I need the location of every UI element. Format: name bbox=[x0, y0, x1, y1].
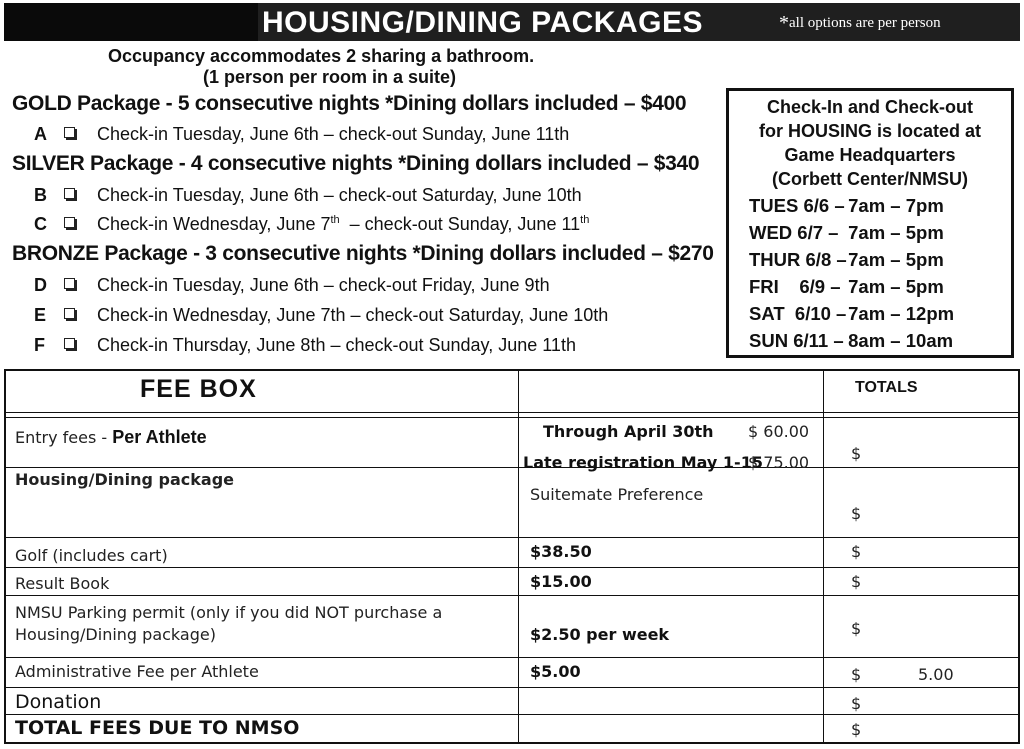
row-divider bbox=[6, 687, 1018, 688]
option-b[interactable] bbox=[34, 185, 582, 206]
donation-label: Donation bbox=[15, 691, 102, 713]
schedule-row: WED 6/7 – 7am – 5pm bbox=[749, 222, 944, 243]
option-text: Check-in Wednesday, June 7 bbox=[97, 214, 331, 234]
donation-total[interactable]: $ bbox=[851, 694, 862, 713]
total-fees-label: TOTAL FEES DUE TO NMSO bbox=[15, 717, 300, 739]
header-bar bbox=[4, 3, 1020, 41]
late-registration-label: Late registration May 1-15 bbox=[523, 453, 763, 472]
option-letter: C bbox=[34, 214, 47, 234]
occupancy-line-2: (1 person per room in a suite) bbox=[203, 67, 457, 87]
fee-box-table bbox=[4, 369, 1020, 744]
parking-label-line-1: NMSU Parking permit (only if you did NOT purchase a bbox=[15, 603, 443, 622]
golf-price: $38.50 bbox=[530, 542, 592, 561]
total-fees-value[interactable]: $ bbox=[851, 720, 862, 739]
schedule-row: TUES 6/6 – 7am – 7pm bbox=[749, 195, 944, 216]
checkbox[interactable] bbox=[64, 278, 75, 289]
result-book-price: $15.00 bbox=[530, 572, 592, 591]
early-registration-price: $ 60.00 bbox=[748, 422, 810, 441]
schedule-row: SUN 6/11 – 8am – 10am bbox=[749, 330, 954, 351]
housing-package-label: Housing/Dining package bbox=[15, 470, 234, 489]
option-letter: E bbox=[34, 305, 47, 325]
option-text: Check-in Tuesday, June 6th – check-out Friday, June 9th bbox=[97, 275, 550, 295]
row-divider bbox=[6, 537, 1018, 538]
row-divider bbox=[6, 467, 1018, 468]
checkbox[interactable] bbox=[64, 127, 75, 138]
option-text: Check-in Thursday, June 8th – check-out Sunday, June 11th bbox=[97, 335, 576, 355]
admin-fee-total-symbol: $ bbox=[851, 665, 862, 684]
checkbox[interactable] bbox=[64, 308, 75, 319]
checkin-info-box bbox=[726, 88, 1014, 358]
totals-header: TOTALS bbox=[855, 379, 918, 396]
late-registration-price: $ 75.00 bbox=[748, 453, 810, 472]
checkbox[interactable] bbox=[64, 217, 75, 228]
entry-fees-label: Entry fees - Per Athlete bbox=[15, 427, 207, 447]
redacted-block bbox=[4, 3, 258, 41]
admin-fee-total: 5.00 bbox=[918, 665, 954, 684]
entry-fees-total[interactable]: $ bbox=[851, 444, 862, 463]
bronze-package-title: BRONZE Package - 3 consecutive nights *Dining dollars included – $270 bbox=[12, 242, 714, 265]
schedule-row: THUR 6/8 – 7am – 5pm bbox=[749, 249, 944, 270]
option-text: Check-in Tuesday, June 6th – check-out Saturday, June 10th bbox=[97, 185, 582, 205]
option-d[interactable] bbox=[34, 275, 550, 296]
option-text: Check-in Wednesday, June 7th – check-out Saturday, June 10th bbox=[97, 305, 609, 325]
checkbox[interactable] bbox=[64, 188, 75, 199]
option-letter: F bbox=[34, 335, 45, 355]
admin-fee-label: Administrative Fee per Athlete bbox=[15, 662, 259, 681]
gold-package-title: GOLD Package - 5 consecutive nights *Dining dollars included – $400 bbox=[12, 92, 687, 115]
row-divider bbox=[6, 567, 1018, 568]
early-registration-label: Through April 30th bbox=[543, 422, 714, 441]
page-title: HOUSING/DINING PACKAGES bbox=[262, 6, 703, 39]
fee-box-title: FEE BOX bbox=[140, 375, 257, 403]
option-letter: B bbox=[34, 185, 47, 205]
option-letter: A bbox=[34, 124, 47, 144]
parking-label-line-2: Housing/Dining package) bbox=[15, 625, 216, 644]
option-c[interactable]: C Check-in Wednesday, June 7th – check-out Sunday, June 11th bbox=[34, 214, 590, 234]
row-divider bbox=[6, 417, 1018, 418]
option-letter: D bbox=[34, 275, 47, 295]
housing-total[interactable]: $ bbox=[851, 504, 862, 523]
checkin-heading: Check-In and Check-out for HOUSING is located at Game Headquarters (Corbett Center/NMSU) bbox=[758, 97, 982, 189]
row-divider bbox=[6, 412, 1018, 413]
occupancy-line-1: Occupancy accommodates 2 sharing a bathroom. bbox=[108, 46, 535, 66]
golf-label: Golf (includes cart) bbox=[15, 546, 168, 565]
schedule-row: SAT 6/10 – 7am – 12pm bbox=[749, 303, 955, 324]
option-a[interactable] bbox=[34, 124, 569, 145]
option-text: Check-in Tuesday, June 6th – check-out Sunday, June 11th bbox=[97, 124, 570, 144]
result-book-label: Result Book bbox=[15, 574, 110, 593]
row-divider bbox=[6, 657, 1018, 658]
schedule-row: FRI 6/9 – 7am – 5pm bbox=[749, 276, 944, 297]
golf-total[interactable]: $ bbox=[851, 542, 862, 561]
checkbox[interactable] bbox=[64, 338, 75, 349]
option-f[interactable] bbox=[34, 335, 576, 356]
suitemate-preference-field[interactable]: Suitemate Preference bbox=[530, 485, 704, 504]
silver-package-title: SILVER Package - 4 consecutive nights *Dining dollars included – $340 bbox=[12, 152, 700, 175]
result-book-total[interactable]: $ bbox=[851, 572, 862, 591]
per-person-note: *all options are per person bbox=[779, 12, 941, 34]
row-divider bbox=[6, 595, 1018, 596]
row-divider bbox=[6, 714, 1018, 715]
parking-total[interactable]: $ bbox=[851, 619, 862, 638]
parking-price: $2.50 per week bbox=[530, 625, 670, 644]
admin-fee-price: $5.00 bbox=[530, 662, 581, 681]
option-e[interactable] bbox=[34, 305, 608, 326]
